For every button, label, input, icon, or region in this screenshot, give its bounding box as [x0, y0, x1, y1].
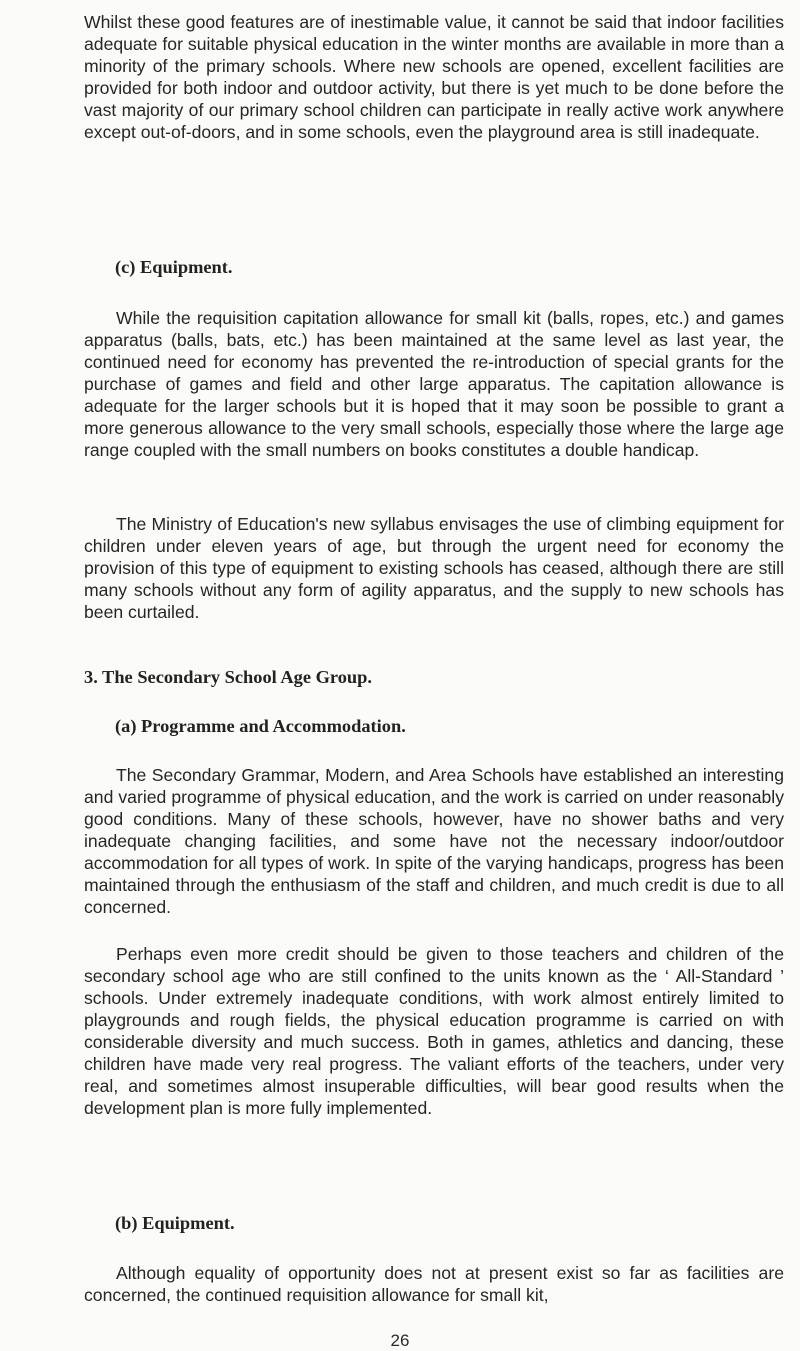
heading-secondary-school-age-group: 3. The Secondary School Age Group. [84, 667, 372, 687]
heading-a-programme-accommodation: (a) Programme and Accommodation. [115, 716, 406, 736]
paragraph-equality-of-opportunity: Although equality of opportunity does not at present exist so far as facilities are concerned, the continued requisition allowance for small kit, [84, 1263, 784, 1305]
heading-b-equipment: (b) Equipment. [115, 1213, 235, 1233]
paragraph-all-standard-schools: Perhaps even more credit should be given to those teachers and children of the secondary school age who are still confined to the units known as the ‘ All-Standard ’ schools. Under extremely inadequate conditions, with work almost entirely limited to playgrounds and rough fields, the physical education programme is carried on with considerable diversity and much success. Both in games, athletics and dancing, these children have made very real progress. The valiant efforts of the teachers, under very real, and sometimes almost insuperable difficulties, will bear good results when the development plan is more fully implemented. [84, 944, 784, 1118]
paragraph-secondary-schools: The Secondary Grammar, Modern, and Area Schools have established an interesting and varied programme of physical education, and the work is carried on under reasonably good conditions. Many of these schools, however, have no shower baths and very inadequate changing facilities, and some have not the necessary indoor/outdoor accommodation for all types of work. In spite of the varying handicaps, progress has been maintained through the enthusiasm of the staff and children, and much credit is due to all concerned. [84, 765, 784, 917]
paragraph-capitation-allowance: While the requisition capitation allowance for small kit (balls, ropes, etc.) and games apparatus (balls, bats, etc.) has been maintained at the same level as last year, the continued need for economy has prevented the re-introduction of special grants for the purchase of games and field and other large apparatus. The capitation allowance is adequate for the larger schools but it is hoped that it may soon be possible to grant a more generous allowance to the very small schools, especially those where the large age range coupled with the small numbers on books constitutes a double handicap. [84, 308, 784, 460]
paragraph-climbing-equipment: The Ministry of Education's new syllabus envisages the use of climbing equipment for children under eleven years of age, but through the urgent need for economy the provision of this type of equipment to existing schools has ceased, although there are still many schools without any form of agility apparatus, and the supply to new schools has been curtailed. [84, 514, 784, 622]
paragraph-indoor-facilities: Whilst these good features are of inestimable value, it cannot be said that indoor facilities adequate for suitable physical education in the winter months are available in more than a minority of the primary schools. Where new schools are opened, excellent facilities are provided for both indoor and outdoor activity, but there is yet much to be done before the vast majority of our primary school children can participate in really active work anywhere except out-of-doors, and in some schools, even the playground area is still inadequate. [84, 12, 784, 142]
page-number: 26 [390, 1331, 410, 1350]
heading-c-equipment: (c) Equipment. [115, 257, 233, 277]
